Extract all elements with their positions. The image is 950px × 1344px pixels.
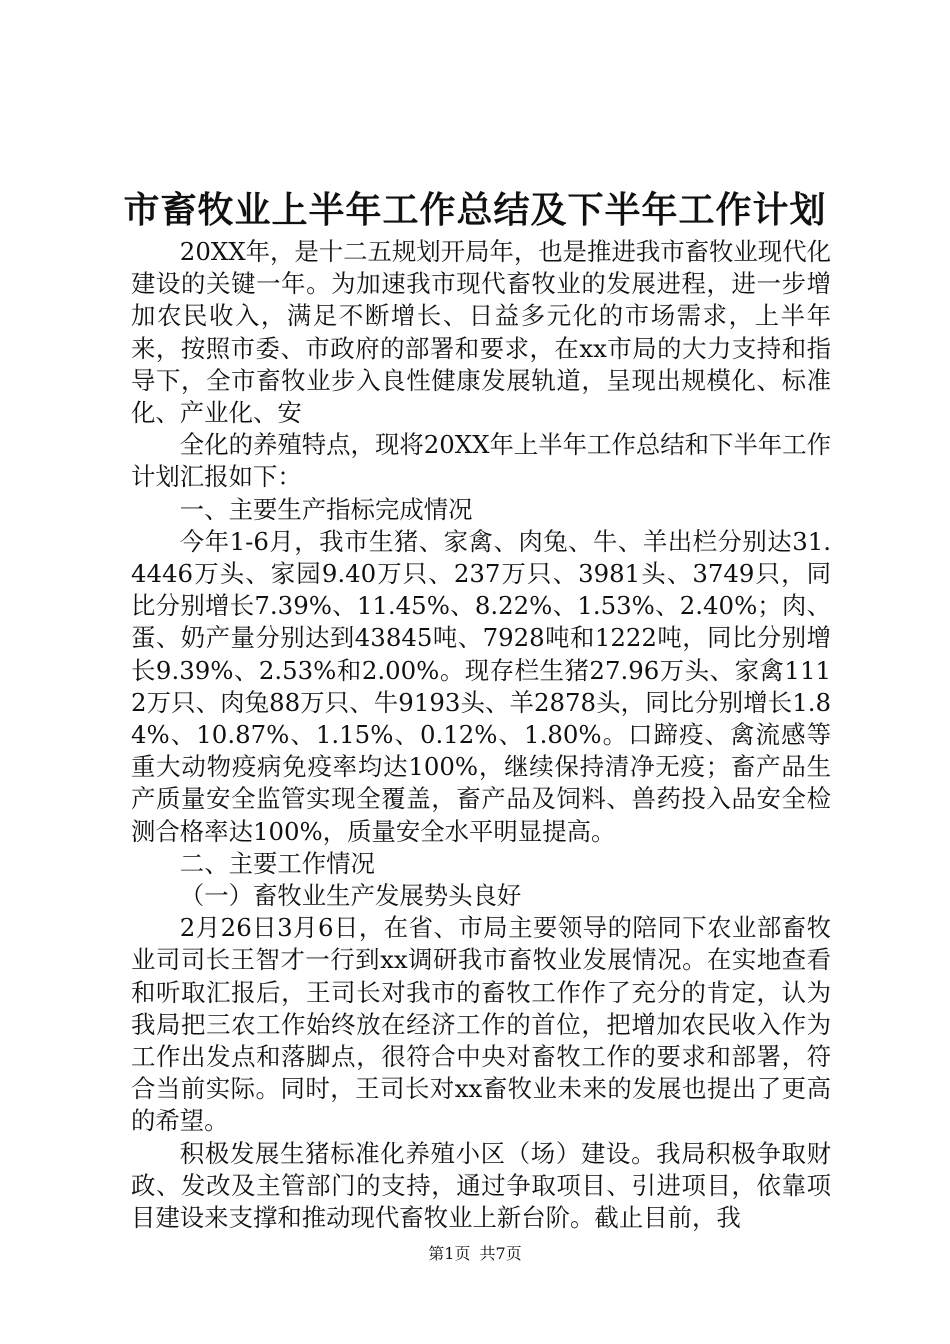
page-footer	[0, 1243, 950, 1265]
section-heading-2: 二、主要工作情况	[179, 848, 375, 878]
subsection-heading-1: （一）畜牧业生产发展势头良好	[179, 881, 522, 911]
paragraph-intro: 20XX年，是十二五规划开局年，也是推进我市畜牧业现代化建设的关键一年。为加速我市现代畜牧业的发展进程，进一步增加农民收入，满足不断增长、日益多元化的市场需求，上半年来，按照市委、市政府的部署和要求，在xx市局的大力支持和指导下，全市畜牧业步入良性健康发展轨道，呈现出规模化、标准化、产业化、安	[131, 237, 831, 428]
paragraph-inspection-visit: 2月26日3月6日，在省、市局主要领导的陪同下农业部畜牧业司司长王智才一行到xx调研我市畜牧业发展情况。在实地查看和听取汇报后，王司长对我市的畜牧工作作了充分的肯定，认为我局把三农工作始终放在经济工作的首位，把增加农民收入作为工作出发点和落脚点，很符合中央对畜牧工作的要求和部署，符合当前实际。同时，王司长对xx畜牧业未来的发展也提出了更高的希望。	[131, 913, 831, 1136]
section-heading-1: 一、主要生产指标完成情况	[179, 494, 473, 524]
paragraph-intro-continued: 全化的养殖特点，现将20XX年上半年工作总结和下半年工作计划汇报如下：	[131, 430, 831, 492]
paragraph-standardized-farming: 积极发展生猪标准化养殖小区（场）建设。我局积极争取财政、发改及主管部门的支持，通过争取项目、引进项目，依靠项目建设来支撑和推动现代畜牧业上新台阶。截止目前，我	[131, 1138, 831, 1233]
document-body	[131, 236, 831, 1234]
page-total: 共7页	[479, 1244, 522, 1263]
document-title: 市畜牧业上半年工作总结及下半年工作计划	[123, 189, 827, 231]
page-number: 第1页	[428, 1244, 471, 1263]
paragraph-production-indicators: 今年1-6月，我市生猪、家禽、肉兔、牛、羊出栏分别达31.4446万头、家园9.40万只、237万只、3981头、3749只，同比分别增长7.39%、11.45%、8.22%、1.53%、2.40%；肉、蛋、奶产量分别达到43845吨、7928吨和1222吨，同比分别增长9.39%、2.53%和2.00%。现存栏生猪27.96万头、家禽1112万只、肉兔88万只、牛9193头、羊2878头，同比分别增长1.84%、10.87%、1.15%、0.12%、1.80%。口蹄疫、禽流感等重大动物疫病免疫率均达100%，继续保持清净无疫；畜产品生产质量安全监管实现全覆盖，畜产品及饲料、兽药投入品安全检测合格率达100%，质量安全水平明显提高。	[131, 526, 831, 846]
